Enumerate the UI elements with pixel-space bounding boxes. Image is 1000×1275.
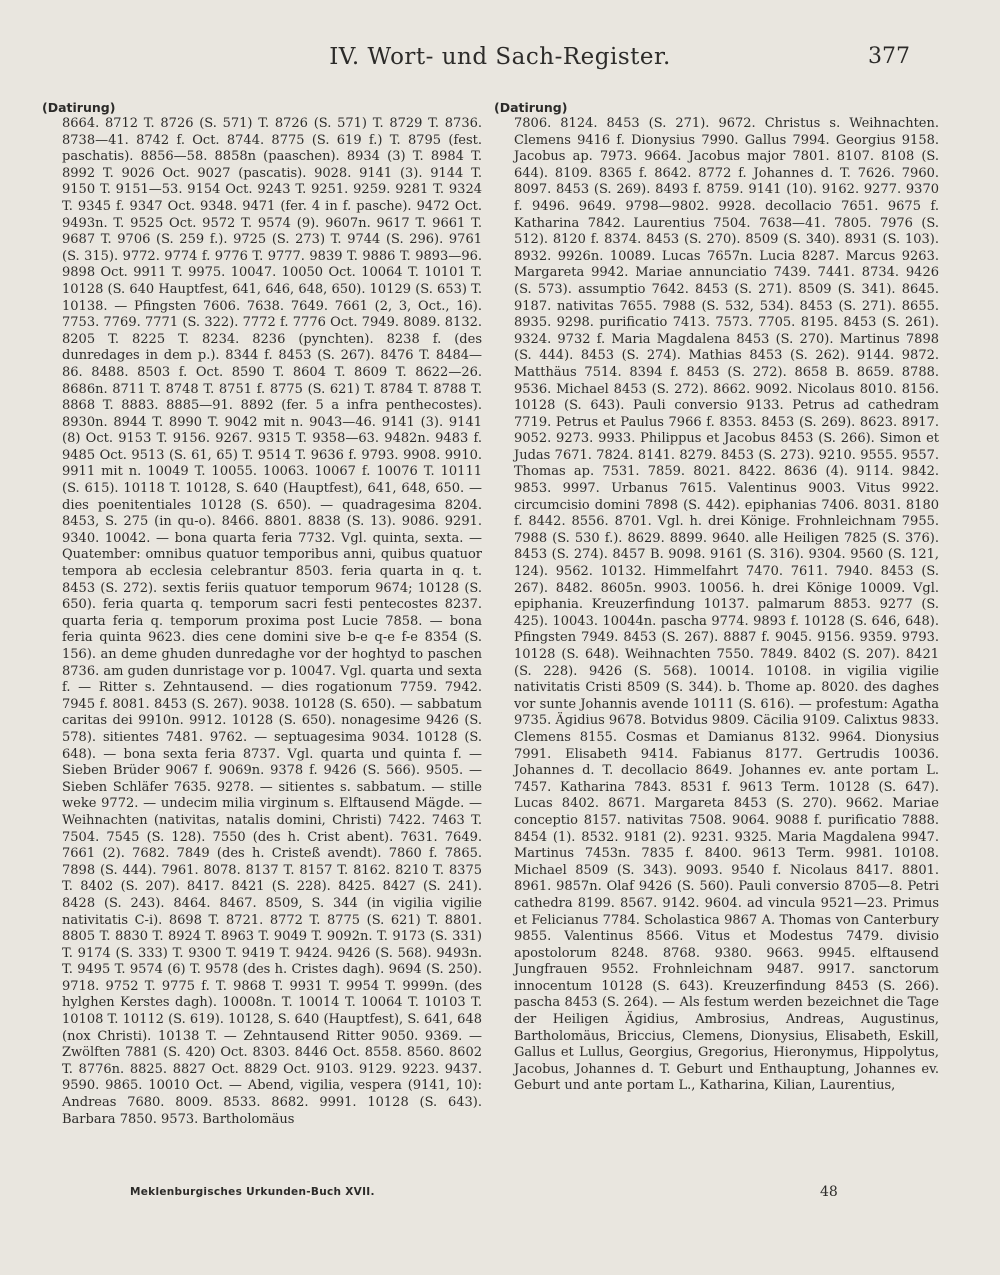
publication-footer: Meklenburgisches Urkunden-Buch XVII. (130, 1186, 375, 1198)
right-column (494, 100, 939, 1095)
page-title: IV. Wort- und Sach-Register. (329, 44, 671, 70)
right-column-text: 7806. 8124. 8453 (S. 271). 9672. Christus s. Weihnachten. Clemens 9416 f. Dionysius 7990. Gallus 7994. Georgius 9158. Jacobus ap. 7973. 9664. Jacobus major 7801. 8107. 8108 (S. 644). 8109. 8365 f. 8642. 8772 f. Johannes d. T. 7626. 7960. 8097. 8453 (S. 269). 8493 f. 8759. 9141 (10). 9162. 9277. 9370 f. 9496. 9649. 9798—9802. 9928. decollacio 7651. 9675 f. Katharina 7842. Laurentius 7504. 7638—41. 7805. 7976 (S. 512). 8120 f. 8374. 8453 (S. 270). 8509 (S. 340). 8931 (S. 103). 8932. 9926n. 10089. Lucas 7657n. Lucia 8287. Marcus 9263. Margareta 9942. Mariae annunciatio 7439. 7441. 8734. 9426 (S. 573). assumptio 7642. 8453 (S. 271). 8509 (S. 341). 8645. 9187. nativitas 7655. 7988 (S. 532, 534). 8453 (S. 271). 8655. 8935. 9298. purificatio 7413. 7573. 7705. 8195. 8453 (S. 261). 9324. 9732 f. Maria Magdalena 8453 (S. 270). Martinus 7898 (S. 444). 8453 (S. 274). Mathias 8453 (S. 262). 9144. 9872. Matthäus 7514. 8394 f. 8453 (S. 272). 8658 B. 8659. 8788. 9536. Michael 8453 (S. 272). 8662. 9092. Nicolaus 8010. 8156. 10128 (S. 643). Pauli conversio 9133. Petrus ad cathedram 7719. Petrus et Paulus 7966 f. 8353. 8453 (S. 269). 8623. 8917. 9052. 9273. 9933. Philippus et Jacobus 8453 (S. 266). Simon et Judas 7671. 7824. 8141. 8279. 8453 (S. 273). 9210. 9555. 9557. Thomas ap. 7531. 7859. 8021. 8422. 8636 (4). 9114. 9842. 9853. 9997. Urbanus 7615. Valentinus 9003. Vitus 9922. circumcisio domini 7898 (S. 442). epiphanias 7406. 8031. 8180 f. 8442. 8556. 8701. Vgl. h. drei Könige. Frohnleichnam 7955. 7988 (S. 530 f.). 8629. 8899. 9640. alle Heiligen 7825 (S. 376). 8453 (S. 274). 8457 B. 9098. 9161 (S. 316). 9304. 9560 (S. 121, 124). 9562. 10132. Himmelfahrt 7470. 7611. 7940. 8453 (S. 267). 8482. 8605n. 9903. 10056. h. drei Könige 10009. Vgl. epiphania. Kreuzerfindung 10137. palmarum 8853. 9277 (S. 425). 10043. 10044n. pascha 9774. 9893 f. 10128 (S. 646, 648). Pfingsten 7949. 8453 (S. 267). 8887 f. 9045. 9156. 9359. 9793. 10128 (S. 648). Weihnachten 7550. 7849. 8402 (S. 207). 8421 (S. 228). 9426 (S. 568). 10014. 10108. in vigilia vigilie nativitatis Cristi 8509 (S. 344). b. Thome ap. 8020. des daghes vor sunte Johannis avende 10111 (S. 616). — profestum: Agatha 9735. Ägidius 9678. Botvidus 9809. Cäcilia 9109. Calixtus 9833. Clemens 8155. Cosmas et Damianus 8132. 9964. Dionysius 7991. Elisabeth 9414. Fabianus 8177. Gertrudis 10036. Johannes d. T. decollacio 8649. Johannes ev. ante portam L. 7457. Katharina 7843. 8531 f. 9613 Term. 10128 (S. 647). Lucas 8402. 8671. Margareta 8453 (S. 270). 9662. Mariae conceptio 8157. nativitas 7508. 9064. 9088 f. purificatio 7888. 8454 (1). 8532. 9181 (2). 9231. 9325. Maria Magdalena 9947. Martinus 7453n. 7835 f. 8400. 9613 Term. 9981. 10108. Michael 8509 (S. 343). 9093. 9540 f. Nicolaus 8417. 8801. 8961. 9857n. Olaf 9426 (S. 560). Pauli conversio 8705—8. Petri cathedra 8199. 8567. 9142. 9604. ad vincula 9521—23. Primus et Felicianus 7784. Scholastica 9867 A. Thomas von Canterbury 9855. Valentinus 8566. Vitus et Modestus 7479. divisio apostolorum 8248. 8768. 9380. 9663. 9945. elftausend Jungfrauen 9552. Frohnleichnam 9487. 9917. sanctorum innocentum 10128 (S. 643). Kreuzerfindung 8453 (S. 266). pascha 8453 (S. 264). — Als festum werden bezeichnet die Tage der Heiligen Ägidius, Ambrosius, Andreas, Augustinus, Bartholomäus, Briccius, Clemens, Dionysius, Elisabeth, Eskill, Gallus et Lullus, Georgius, Gregorius, Hieronymus, Hippolytus, Jacobus, Johannes d. T. Geburt und Enthauptung, Johannes ev. Geburt und ante portam L., Katharina, Kilian, Laurentius, (514, 116, 939, 1094)
left-column-heading: (Datirung) (42, 100, 116, 115)
left-column (42, 100, 482, 1128)
signature-mark: 48 (820, 1184, 838, 1200)
right-column-heading: (Datirung) (494, 100, 568, 115)
page-number: 377 (868, 44, 910, 69)
left-column-text: 8664. 8712 T. 8726 (S. 571) T. 8726 (S. 571) T. 8729 T. 8736. 8738—41. 8742 f. Oct. 8744. 8775 (S. 619 f.) T. 8795 (fest. paschatis). 8856—58. 8858n (paaschen). 8934 (3) T. 8984 T. 8992 T. 9026 Oct. 9027 (pascatis). 9028. 9141 (3). 9144 T. 9150 T. 9151—53. 9154 Oct. 9243 T. 9251. 9259. 9281 T. 9324 T. 9345 f. 9347 Oct. 9348. 9471 (fer. 4 in f. pasche). 9472 Oct. 9493n. T. 9525 Oct. 9572 T. 9574 (9). 9607n. 9617 T. 9661 T. 9687 T. 9706 (S. 259 f.). 9725 (S. 273) T. 9744 (S. 296). 9761 (S. 315). 9772. 9774 f. 9776 T. 9777. 9839 T. 9886 T. 9893—96. 9898 Oct. 9911 T. 9975. 10047. 10050 Oct. 10064 T. 10101 T. 10128 (S. 640 Hauptfest, 641, 646, 648, 650). 10129 (S. 653) T. 10138. — Pfingsten 7606. 7638. 7649. 7661 (2, 3, Oct., 16). 7753. 7769. 7771 (S. 322). 7772 f. 7776 Oct. 7949. 8089. 8132. 8205 T. 8225 T. 8234. 8236 (pynchten). 8238 f. (des dunredages in dem p.). 8344 f. 8453 (S. 267). 8476 T. 8484—86. 8488. 8503 f. Oct. 8590 T. 8604 T. 8609 T. 8622—26. 8686n. 8711 T. 8748 T. 8751 f. 8775 (S. 621) T. 8784 T. 8788 T. 8868 T. 8883. 8885—91. 8892 (fer. 5 a infra penthecostes). 8930n. 8944 T. 8990 T. 9042 mit n. 9043—46. 9141 (3). 9141 (8) Oct. 9153 T. 9156. 9267. 9315 T. 9358—63. 9482n. 9483 f. 9485 Oct. 9513 (S. 61, 65) T. 9514 T. 9636 f. 9793. 9908. 9910. 9911 mit n. 10049 T. 10055. 10063. 10067 f. 10076 T. 10111 (S. 615). 10118 T. 10128, S. 640 (Hauptfest), 641, 648, 650. — dies poenitentiales 10128 (S. 650). — quadragesima 8204. 8453, S. 275 (in qu-o). 8466. 8801. 8838 (S. 13). 9086. 9291. 9340. 10042. — bona quarta feria 7732. Vgl. quinta, sexta. — Quatember: omnibus quatuor temporibus anni, quibus quatuor tempora ab ecclesia celebrantur 8503. feria quarta in q. t. 8453 (S. 272). sextis feriis quatuor temporum 9674; 10128 (S. 650). feria quarta q. temporum sacri festi pentecostes 8237. quarta feria q. temporum proxima post Lucie 7858. — bona feria quinta 9623. dies cene domini sive b-e q-e f-e 8354 (S. 156). an deme ghuden dunredaghe vor der hoghtyd to paschen 8736. am guden dunristage vor p. 10047. Vgl. quarta und sexta f. — Ritter s. Zehntausend. — dies rogationum 7759. 7942. 7945 f. 8081. 8453 (S. 267). 9038. 10128 (S. 650). — sabbatum caritas dei 9910n. 9912. 10128 (S. 650). nonagesime 9426 (S. 578). sitientes 7481. 9762. — septuagesima 9034. 10128 (S. 648). — bona sexta feria 8737. Vgl. quarta und quinta f. — Sieben Brüder 9067 f. 9069n. 9378 f. 9426 (S. 566). 9505. — Sieben Schläfer 7635. 9278. — sitientes s. sabbatum. — stille weke 9772. — undecim milia virginum s. Elftausend Mägde. — Weihnachten (nativitas, natalis domini, Christi) 7422. 7463 T. 7504. 7545 (S. 128). 7550 (des h. Crist abent). 7631. 7649. 7661 (2). 7682. 7849 (des h. Cristeß avendt). 7860 f. 7865. 7898 (S. 444). 7961. 8078. 8137 T. 8157 T. 8162. 8210 T. 8375 T. 8402 (S. 207). 8417. 8421 (S. 228). 8425. 8427 (S. 241). 8428 (S. 243). 8464. 8467. 8509, S. 344 (in vigilia vigilie nativitatis C-i). 8698 T. 8721. 8772 T. 8775 (S. 621) T. 8801. 8805 T. 8830 T. 8924 T. 8963 T. 9049 T. 9092n. T. 9173 (S. 331) T. 9174 (S. 333) T. 9300 T. 9419 T. 9424. 9426 (S. 568). 9493n. T. 9495 T. 9574 (6) T. 9578 (des h. Cristes dagh). 9694 (S. 250). 9718. 9752 T. 9775 f. T. 9868 T. 9931 T. 9954 T. 9999n. (des hylghen Kerstes dagh). 10008n. T. 10014 T. 10064 T. 10103 T. 10108 T. 10112 (S. 619). 10128, S. 640 (Hauptfest), S. 641, 648 (nox Christi). 10138 T. — Zehntausend Ritter 9050. 9369. — Zwölften 7881 (S. 420) Oct. 8303. 8446 Oct. 8558. 8560. 8602 T. 8776n. 8825. 8827 Oct. 8829 Oct. 9103. 9129. 9223. 9437. 9590. 9865. 10010 Oct. — Abend, vigilia, vespera (9141, 10): Andreas 7680. 8009. 8533. 8682. 9991. 10128 (S. 643). Barbara 7850. 9573. Bartholomäus (62, 116, 482, 1127)
